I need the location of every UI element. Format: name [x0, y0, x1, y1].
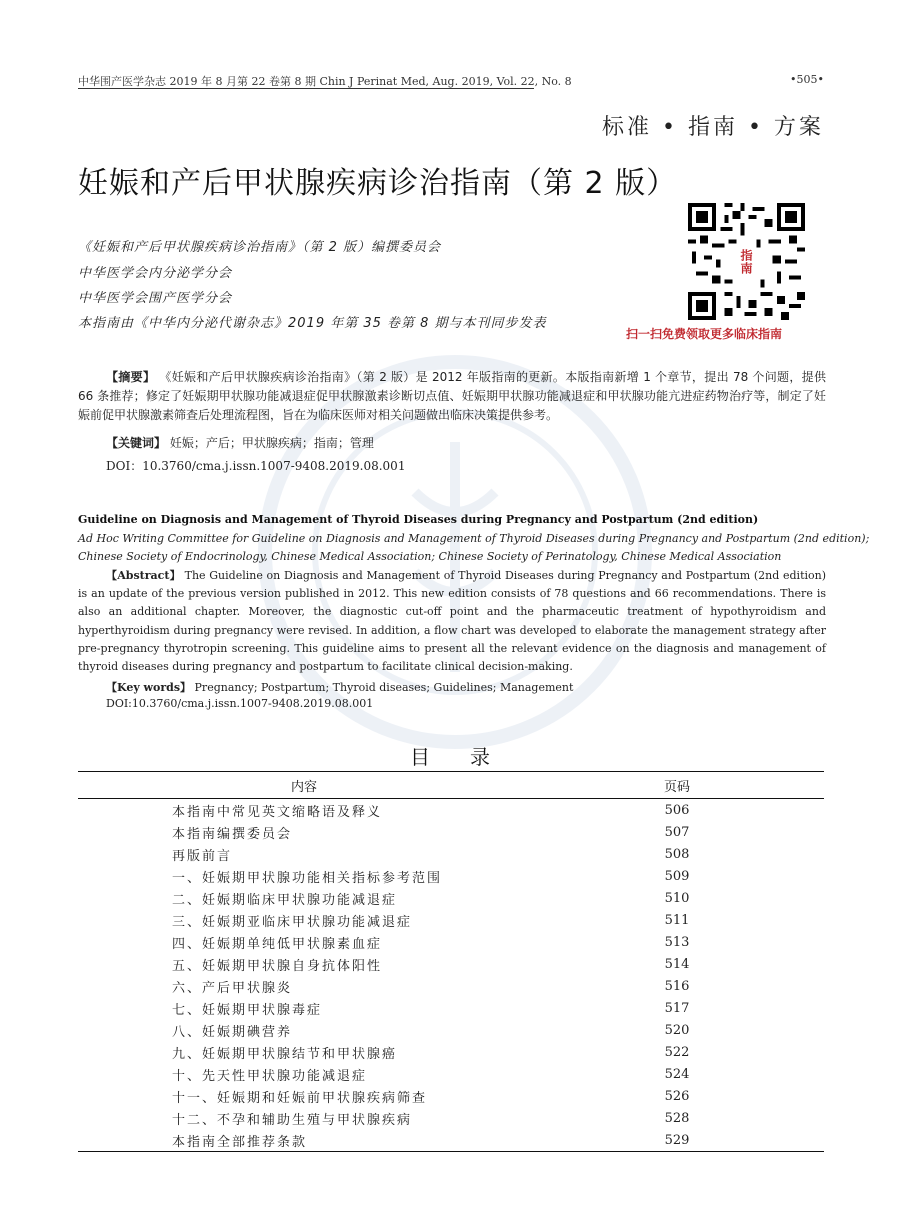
- toc-entry-page: 508: [664, 846, 690, 862]
- english-authors: Ad Hoc Writing Committee for Guideline on Diagnosis and Management of Thyroid Diseases during Pregnancy and Postpartum (2nd edition);: [78, 532, 870, 545]
- toc-row[interactable]: [78, 1107, 824, 1129]
- toc-entry-label: 二、妊娠期临床甲状腺功能减退症: [172, 892, 398, 908]
- toc-entry-label: 再版前言: [172, 848, 233, 864]
- toc-entry-page: 511: [664, 912, 690, 928]
- toc-entry-page: 528: [664, 1110, 690, 1126]
- toc-entry-label: 十二、不孕和辅助生殖与甲状腺疾病: [172, 1112, 413, 1128]
- author-line: 中华医学会内分泌学分会: [78, 266, 233, 281]
- toc-row[interactable]: [78, 1129, 824, 1151]
- toc-entry-label: 五、妊娠期甲状腺自身抗体阳性: [172, 958, 383, 974]
- toc-title: 目录: [410, 745, 530, 769]
- doi-cn: DOI：10.3760/cma.j.issn.1007-9408.2019.08.001: [106, 459, 406, 473]
- qr-code[interactable]: [688, 203, 805, 320]
- header-rule: [78, 88, 534, 89]
- toc-entry-label: 一、妊娠期甲状腺功能相关指标参考范围: [172, 870, 443, 886]
- toc-row[interactable]: [78, 931, 824, 953]
- toc-col-page: 页码: [663, 779, 690, 795]
- toc-entry-page: 509: [664, 868, 690, 884]
- toc-row[interactable]: [78, 1085, 824, 1107]
- english-abstract: [78, 567, 826, 676]
- toc-entry-page: 514: [664, 956, 690, 972]
- toc-row[interactable]: [78, 975, 824, 997]
- toc-row[interactable]: [78, 887, 824, 909]
- toc-entry-label: 本指南全部推荐条款: [172, 1134, 308, 1150]
- toc-row[interactable]: [78, 865, 824, 887]
- toc-body: [78, 799, 824, 1151]
- article-title: 妊娠和产后甲状腺疾病诊治指南（第 2 版）: [78, 166, 678, 201]
- toc-row[interactable]: [78, 1041, 824, 1063]
- toc-entry-page: 517: [664, 1000, 690, 1016]
- keywords-label: 【Key words】: [106, 681, 192, 694]
- toc-entry-label: 七、妊娠期甲状腺毒症: [172, 1002, 323, 1018]
- running-header: 中华围产医学杂志 2019 年 8 月第 22 卷第 8 期 Chin J Perinat Med, Aug. 2019, Vol. 22, No. 8: [78, 75, 572, 88]
- author-line: 本指南由《中华内分泌代谢杂志》2019 年第 35 卷第 8 期与本刊同步发表: [78, 316, 547, 331]
- abstract-label: 【摘要】: [106, 370, 156, 384]
- abstract-text: The Guideline on Diagnosis and Management of Thyroid Diseases during Pregnancy and Postpartum (2nd edition) is an update of the previous version published in 2012. This new edition consists of 78 questions and 66 recommendations. There is also an additional chapter. Moreover, the diagnostic cut-off point and the pharmaceutic treatment of hypothyroidism and hyperthyroidism during pregnancy were revised. In addition, a flow chart was developed to elaborate the management strategy after pre-pregnancy thyrotropin screening. This guideline aims to present all the relevant evidence on the diagnosis and management of thyroid diseases during pregnancy and postpartum to facilitate clinical decision-making.: [78, 569, 827, 674]
- toc-entry-page: 513: [664, 934, 690, 950]
- abstract-cn: [78, 368, 826, 425]
- toc-row[interactable]: [78, 1019, 824, 1041]
- toc-row[interactable]: [78, 1063, 824, 1085]
- toc-row[interactable]: [78, 821, 824, 843]
- keywords-cn: [106, 434, 374, 451]
- qr-center-label: 指: [740, 248, 753, 263]
- toc-entry-label: 十一、妊娠期和妊娠前甲状腺疾病筛查: [172, 1090, 428, 1106]
- toc-entry-label: 三、妊娠期亚临床甲状腺功能减退症: [172, 914, 413, 930]
- page-number: •505•: [790, 73, 824, 86]
- author-line: 中华医学会围产医学分会: [78, 291, 233, 306]
- toc-entry-label: 九、妊娠期甲状腺结节和甲状腺癌: [172, 1046, 398, 1062]
- toc-row[interactable]: [78, 799, 824, 821]
- toc-entry-label: 六、产后甲状腺炎: [172, 980, 293, 996]
- toc-col-content: 内容: [290, 779, 317, 795]
- toc-row[interactable]: [78, 909, 824, 931]
- toc-entry-page: 524: [664, 1066, 690, 1082]
- toc-entry-page: 529: [664, 1132, 690, 1148]
- toc-entry-page: 526: [664, 1088, 690, 1104]
- toc-row[interactable]: [78, 953, 824, 975]
- toc-entry-page: 522: [664, 1044, 690, 1060]
- qr-caption: 扫一扫免费领取更多临床指南: [626, 327, 783, 341]
- author-line: 《妊娠和产后甲状腺疾病诊治指南》（第 2 版）编撰委员会: [78, 240, 442, 255]
- keywords-text: Pregnancy; Postpartum; Thyroid diseases; Guidelines; Management: [194, 681, 574, 694]
- toc-entry-label: 十、先天性甲状腺功能减退症: [172, 1068, 368, 1084]
- english-title: Guideline on Diagnosis and Management of Thyroid Diseases during Pregnancy and Postpartum (2nd edition): [78, 513, 759, 526]
- toc-entry-label: 四、妊娠期单纯低甲状腺素血症: [172, 936, 383, 952]
- toc-entry-page: 506: [664, 802, 690, 818]
- keywords-label: 【关键词】: [106, 436, 167, 450]
- toc-row[interactable]: [78, 843, 824, 865]
- toc-entry-label: 本指南中常见英文缩略语及释义: [172, 804, 383, 820]
- toc-entry-label: 本指南编撰委员会: [172, 826, 293, 842]
- abstract-label: 【Abstract】: [106, 569, 181, 582]
- toc-entry-label: 八、妊娠期碘营养: [172, 1024, 293, 1040]
- toc-entry-page: 510: [664, 890, 690, 906]
- keywords-text: 妊娠；产后；甲状腺疾病；指南；管理: [169, 436, 374, 450]
- section-tag: 标准 • 指南 • 方案: [602, 115, 824, 140]
- english-doi: DOI:10.3760/cma.j.issn.1007-9408.2019.08.001: [106, 697, 374, 710]
- toc-entry-page: 516: [664, 978, 690, 994]
- english-authors: Chinese Society of Endocrinology, Chinese Medical Association; Chinese Society of Perinatology, Chinese Medical Association: [78, 550, 782, 563]
- toc-table: [78, 771, 824, 1152]
- toc-header-row: [78, 772, 824, 799]
- toc-row[interactable]: [78, 997, 824, 1019]
- english-keywords: [106, 679, 573, 695]
- svg-text:南: 南: [740, 261, 753, 276]
- toc-entry-page: 507: [664, 824, 690, 840]
- toc-entry-page: 520: [664, 1022, 690, 1038]
- abstract-text: 《妊娠和产后甲状腺疾病诊治指南》（第 2 版）是 2012 年版指南的更新。本版指南新增 1 个章节，提出 78 个问题，提供 66 条推荐；修定了妊娠期甲状腺功能减退症促甲状腺激素诊断切点值、妊娠期甲状腺功能减退症和甲状腺功能亢进症药物治疗等，制定了妊娠前促甲状腺激素筛查后处理流程图，旨在为临床医师对相关问题做出临床决策提供参考。: [78, 370, 826, 422]
